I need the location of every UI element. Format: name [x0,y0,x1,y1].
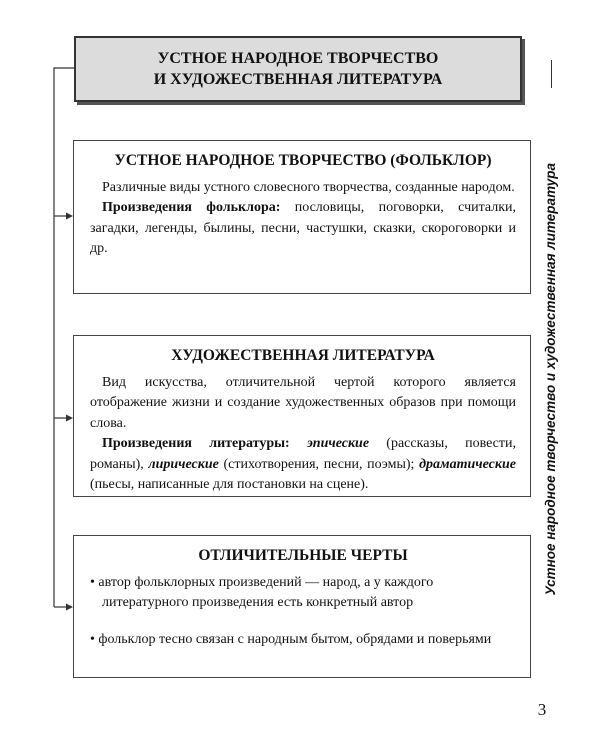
literature-definition: Вид искусства, отличительной чертой которого является отображение жизни и создание художественных образов при помощи слова. [90,374,516,431]
drama-text: (пьесы, написанные для постановки на сцене). [90,477,369,492]
side-rule [551,60,552,88]
page-number: 3 [537,700,547,719]
feature-item: • фольклор тесно связан с народным бытом, обрядами и поверьями [90,630,516,651]
literature-box [73,335,531,497]
epic-label: эпические [306,436,370,451]
side-title-text: Устное народное творчество и художественная литература [542,162,558,596]
literature-works [90,434,516,496]
main-title-line-2: И ХУДОЖЕСТВЕННАЯ ЛИТЕРАТУРА [153,71,443,88]
folklore-works-text: пословицы, поговорки, считалки, загадки, легенды, былины, песни, частушки, сказки, скороговорки и др. [90,200,517,256]
features-box [73,535,531,678]
main-title-line-1: УСТНОЕ НАРОДНОЕ ТВОРЧЕСТВО [157,50,439,67]
literature-works-label: Произведения литературы: [102,436,290,451]
folklore-definition: Различные виды устного словесного творчества, созданные народом. [102,179,515,195]
side-title [535,94,565,664]
folklore-works [90,198,516,260]
features-heading: ОТЛИЧИТЕЛЬНЫЕ ЧЕРТЫ [198,547,408,564]
folklore-box [73,140,531,294]
folklore-works-label: Произведения фольклора: [102,200,281,215]
literature-heading: ХУДОЖЕСТВЕННАЯ ЛИТЕРАТУРА [171,347,435,364]
main-title-box [74,36,522,102]
lyric-label: лирические [148,456,219,472]
epic-text: (рассказы, повести, романы), [90,436,516,472]
features-list [90,573,516,651]
lyric-text: (стихотворения, песни, поэмы); [218,456,420,472]
feature-item: • автор фольклорных произведений — народ, а у каждого литературного произведения есть конкретный автор [90,573,516,614]
drama-label: драматические [419,456,516,472]
folklore-heading: УСТНОЕ НАРОДНОЕ ТВОРЧЕСТВО (ФОЛЬКЛОР) [114,152,492,169]
